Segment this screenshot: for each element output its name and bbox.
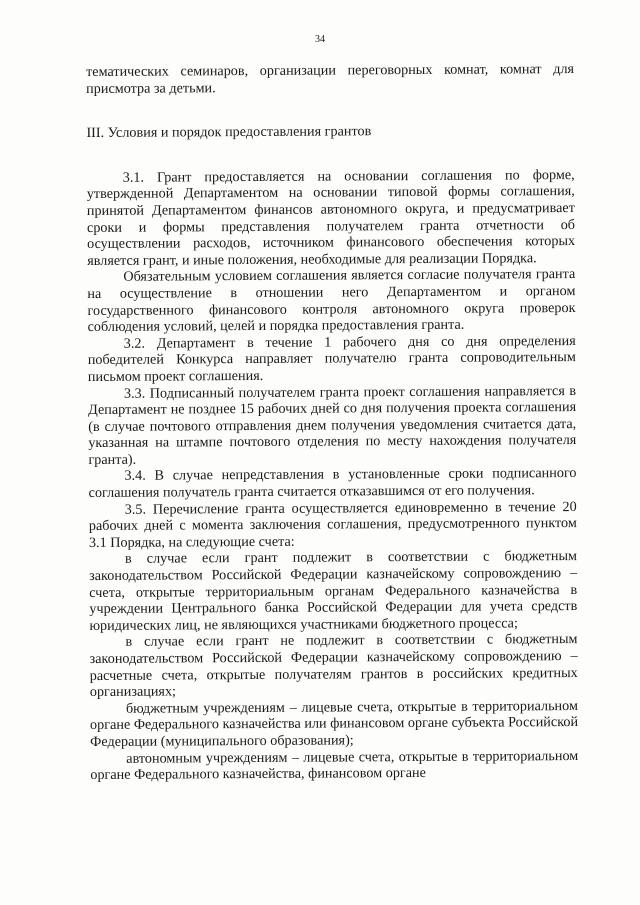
paragraph-settlement-accounts: в случае если грант не подлежит в соответствии с бюджетным законодательством Российской Федерации казначейскому сопровождению – расчетные счета, открытые получателям грантов в российских кредитных организациях; [89,631,578,701]
paragraph-3-1: 3.1. Грант предоставляется на основании соглашения по форме, утвержденной Департаментом на основании типовой формы соглашения, принятой Департаментом финансов автономного округа, и предусматривает сроки и формы представления получателем гранта отчетности об осуществлении расходов, источником финансового обеспечения которых является грант, и иные положения, необходимые для реализации Порядка. [86,166,576,269]
paragraph-treasury-accounts: в случае если грант подлежит в соответствии с бюджетным законодательством Российской Федерации казначейскому сопровождению – счета, открытые территориальным органам Федерального казначейства в учреждении Центрального банка Российской Федерации для учета средств юридических лиц, не являющихся участниками бюджетного процесса; [89,548,578,634]
paragraph-3-3: 3.3. Подписанный получателем гранта проект соглашения направляется в Департамент не позднее 15 рабочих дней со дня получения проекта соглашения (в случае почтового отправления днем получения уведомления считается дата, указанная на штампе почтового отделения по месту нахождения получателя гранта). [88,382,577,468]
paragraph-budget-institutions: бюджетным учреждениям – лицевые счета, открытые в территориальном органе Федерального казначейства или финансовом органе субъекта Российской Федерации (муниципального образования); [89,697,579,750]
document-body [86,61,578,784]
section-heading: III. Условия и порядок предоставления грантов [86,123,372,142]
paragraph-3-5: 3.5. Перечисление гранта осуществляется единовременно в течение 20 рабочих дней с момента заключения соглашения, предусмотренного пунктом 3.1 Порядка, на следующие счета: [88,498,577,551]
paragraph-autonomous-institutions: автономным учреждениям – лицевые счета, открытые в территориальном органе Федерального казначейства, финансовом органе [90,747,579,784]
paragraph-3-2: 3.2. Департамент в течение 1 рабочего дня со дня определения победителей Конкурса направляет получателю гранта сопроводительным письмом проект соглашения. [87,332,576,385]
paragraph-mandatory-condition: Обязательным условием соглашения является согласие получателя гранта на осуществление в отношении него Департаментом и органом государственного финансового контроля автономного округа проверок соблюдения условий, целей и порядка предоставления гранта. [87,266,576,336]
paragraph-continuation: тематических семинаров, организации переговорных комнат, комнат для присмотра за детьми. [86,61,575,97]
paragraph-3-4: 3.4. В случае непредставления в установленные сроки подписанного соглашения получатель гранта считается отказавшимся от его получения. [88,465,577,502]
page-number: 34 [315,34,325,45]
